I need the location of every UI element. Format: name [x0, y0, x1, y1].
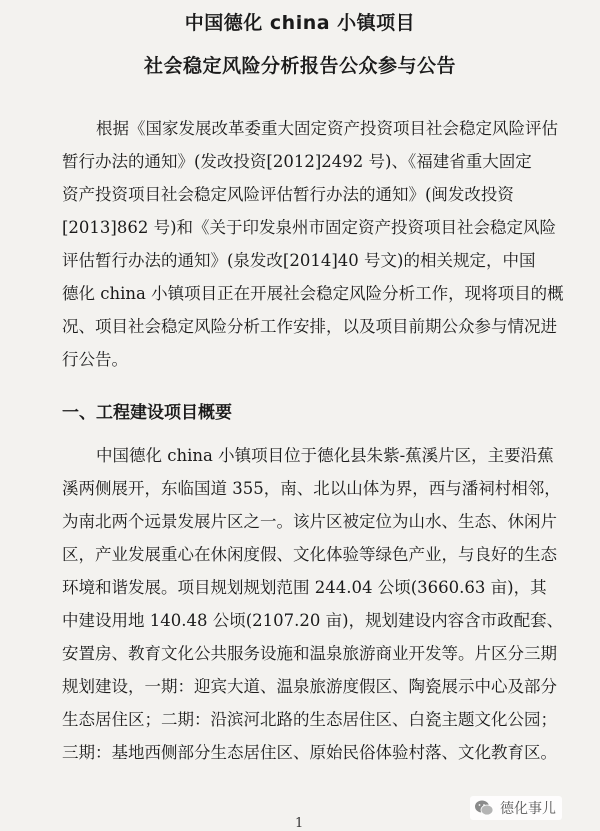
source-watermark — [470, 796, 562, 820]
paragraph-line: 为南北两个远景发展片区之一。该片区被定位为山水、生态、休闲片 — [62, 512, 557, 531]
watermark-text: 德化事儿 — [500, 801, 556, 817]
paragraph-line: 安置房、教育文化公共服务设施和温泉旅游商业开发等。片区分三期 — [62, 644, 557, 663]
paragraph-line: 环境和谐发展。项目规划规划范围 244.04 公顷(3660.63 亩)，其 — [62, 578, 547, 597]
paragraph-line: 生态居住区；二期：沿滨河北路的生态居住区、白瓷主题文化公园； — [62, 710, 557, 729]
section-heading: 一、工程建设项目概要 — [62, 403, 232, 423]
paragraph-line: 资产投资项目社会稳定风险评估暂行办法的通知》(闽发改投资 — [62, 185, 514, 204]
page-number: 1 — [295, 816, 304, 831]
paragraph-line: 规划建设，一期：迎宾大道、温泉旅游度假区、陶瓷展示中心及部分 — [62, 677, 557, 696]
paragraph-line: 根据《国家发展改革委重大固定资产投资项目社会稳定风险评估 — [96, 119, 558, 138]
document-title-line2: 社会稳定风险分析报告公众参与公告 — [143, 55, 456, 77]
paragraph-line: 中国德化 china 小镇项目位于德化县朱紫-蕉溪片区，主要沿蕉 — [96, 446, 554, 465]
section1-paragraph — [62, 439, 574, 769]
paragraph-line: 中建设用地 140.48 公顷(2107.20 亩)，规划建设内容含市政配套、 — [62, 611, 564, 630]
paragraph-line: 行公告。 — [62, 350, 128, 369]
paragraph-line: [2013]862 号)和《关于印发泉州市固定资产投资项目社会稳定风险 — [62, 218, 557, 237]
paragraph-line: 溪两侧展开，东临国道 355，南、北以山体为界，西与潘祠村相邻， — [62, 479, 561, 498]
paragraph-line: 三期：基地西侧部分生态居住区、原始民俗体验村落、文化教育区。 — [62, 743, 557, 762]
paragraph-line: 况、项目社会稳定风险分析工作安排，以及项目前期公众参与情况进 — [62, 317, 557, 336]
paragraph-line: 评估暂行办法的通知》(泉发改[2014]40 号文)的相关规定，中国 — [62, 251, 536, 270]
paragraph-line: 区，产业发展重心在休闲度假、文化体验等绿色产业，与良好的生态 — [62, 545, 557, 564]
document-title-line1: 中国德化 china 小镇项目 — [184, 12, 416, 34]
paragraph-line: 暂行办法的通知》(发改投资[2012]2492 号)、《福建省重大固定 — [62, 152, 532, 171]
intro-paragraph — [62, 112, 574, 376]
paragraph-line: 德化 china 小镇项目正在开展社会稳定风险分析工作，现将项目的概 — [62, 284, 564, 303]
wechat-icon — [474, 799, 494, 817]
